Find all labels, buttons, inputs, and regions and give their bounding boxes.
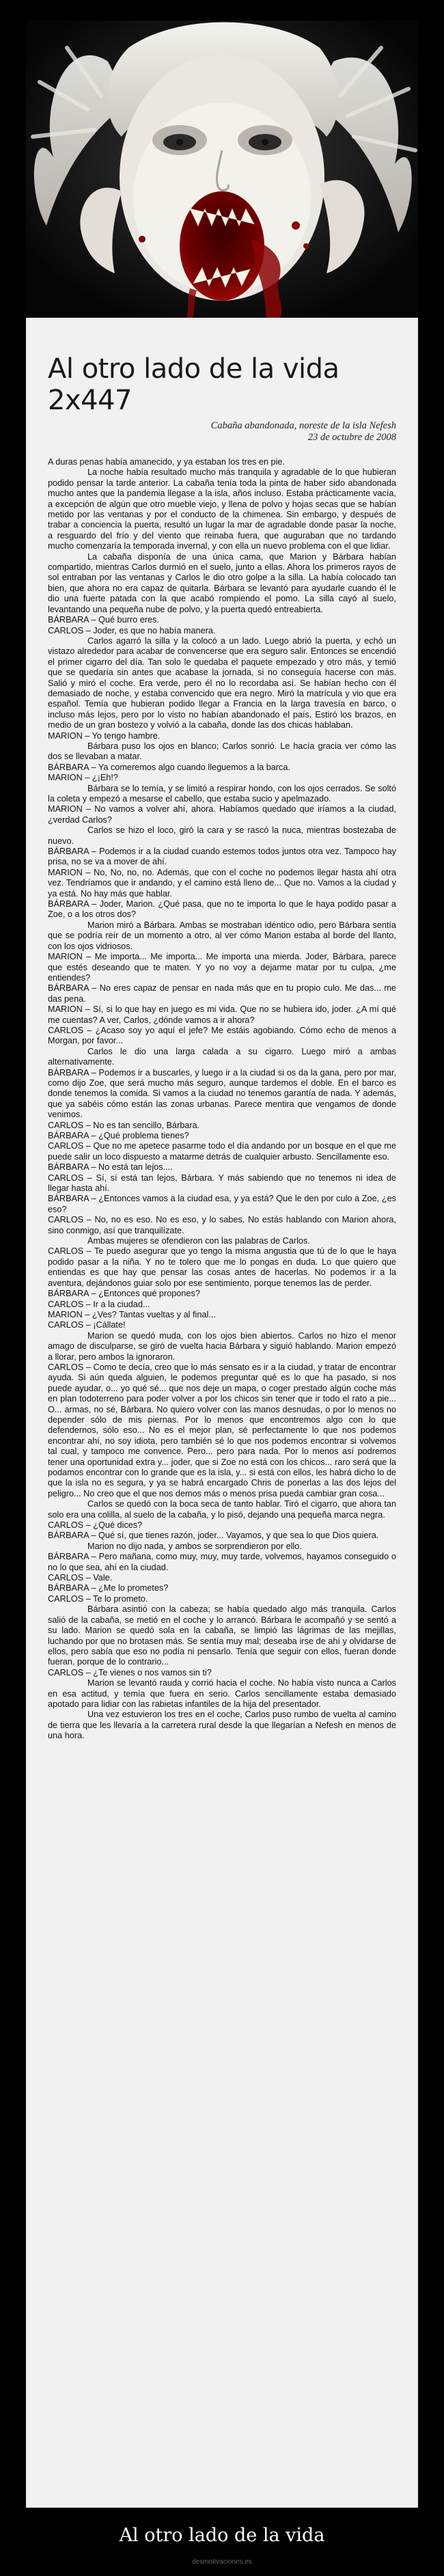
story-paragraph: BÁRBARA – ¿Me lo prometes?: [48, 1583, 169, 1593]
story-paragraph: A duras penas había amanecido, y ya estaban los tres en pie.: [48, 457, 286, 467]
story-paragraph: CARLOS – Ir a la ciudad...: [48, 1299, 150, 1309]
story-paragraph: Bárbara se lo temía, y se limitó a respirar hondo, con los ojos cerrados. Se soltó la coleta y empezó a mesarse el cabello, que estaba sucio y apelmazado.: [48, 783, 396, 804]
story-paragraph: MARION – ¿¡Eh!?: [48, 773, 118, 783]
story-paragraph: CARLOS – ¿Qué dices?: [48, 1520, 143, 1531]
story-paragraph: MARION – Sí, si lo que hay en juego es mi vida. Que no se hubiera ido, joder. ¿A mí qué me cuentas? A ver, Carlos, ¿dónde vamos a ir ahora?: [48, 1004, 396, 1025]
story-body: [48, 457, 396, 1742]
story-paragraph: Marion se quedó muda, con los ojos bien abiertos. Carlos no hizo el menor amago de disculparse, se giró de vuelta hacia Bárbara y siguió hablando. Marion empezó a llorar, pero ambos la ignoraron.: [48, 1330, 396, 1362]
hero-image: [26, 20, 418, 318]
story-paragraph: Marion se levantó rauda y corrió hacia el coche. No había visto nunca a Carlos en esa actitud, y temía que fuera en serio. Carlos sencillamente estaba demasiado apotado para lidiar con las rabietas infantiles de la hija del presentador.: [48, 1678, 396, 1709]
story-paragraph: BÁRBARA – Ya comeremos algo cuando lleguemos a la barca.: [48, 762, 290, 772]
story-paragraph: MARION – Yo tengo hambre.: [48, 730, 161, 741]
story-paragraph: CARLOS – ¡Cállate!: [48, 1320, 126, 1330]
story-paragraph: BÁRBARA – Qué sí, que tienes razón, joder... Vayamos, y que sea lo que Dios quiera.: [48, 1531, 379, 1541]
story-paragraph: CARLOS – Joder, es que no había manera.: [48, 625, 216, 635]
story-paragraph: La noche había resultado mucho más tranquila y agradable de lo que hubieran podido pensar la tarde anterior. La cabaña tenía toda la pinta de haber sido abandonada mucho antes que la pandemia llegase a la isla, años incluso. Estaba prácticamente vacía, a excepción de algún que otro mueble viejo, y llena de polvo y hojas secas que se habían metido por las ventanas y por el conducto de la chimenea. Sin embargo, y después de trabar a conciencia la puerta, resultó un lugar la mar de agradable donde pasar la noche, a resguardo del frío y del viento que reinaba fuera, que auguraban que no tardando mucho comenzaría la temporada invernal, y con ella un nuevo problema con el que lidiar.: [48, 467, 396, 551]
story-paragraph: Ambas mujeres se ofendieron con las palabras de Carlos.: [87, 1236, 310, 1246]
story-paragraph: MARION – No vamos a volver ahí, ahora. Habíamos quedado que iríamos a la ciudad, ¿verdad Carlos?: [48, 804, 396, 825]
story-paragraph: MARION – Me importa... Me importa... Me importa una mierda. Joder, Bárbara, parece que estés deseando que te maten. Y yo no voy a dejarme matar por tu culpa, ¿me entiendes?: [48, 952, 396, 983]
poster-frame: [26, 20, 418, 2508]
site-watermark: desmotivaciones.es: [192, 2558, 252, 2566]
story-paragraph: BÁRBARA – ¿Entonces qué propones?: [48, 1289, 200, 1299]
story-paragraph: BÁRBARA – Qué burro eres.: [48, 615, 159, 625]
story-paragraph: La cabaña disponía de una única cama, que Marion y Bárbara habían compartido, mientras Carlos durmió en el suelo, junto a ellas. Ahora los primeros rayos de sol entraban por las ventanas y Carlos le dio otro golpe a la silla. La había colocado tan bien, que ahora no era capaz de quitarla. Bárbara se levantó para ayudarle cuando él le dio una fuerte patada con la que acabó rompiendo el pomo. La silla cayó al suelo, levantando una pequeña nube de polvo, y la puerta quedó entreabierta.: [48, 551, 396, 614]
poster-caption: Al otro lado de la vida: [119, 2525, 325, 2546]
story-paragraph: Bárbara puso los ojos en blanco; Carlos sonrió. Le hacía gracia ver cómo las dos se llevaban a matar.: [48, 741, 396, 762]
story-paragraph: Carlos le dio una larga calada a su cigarro. Luego miró a ambas alternativamente.: [48, 1046, 396, 1067]
story-paragraph: MARION – No, No, no, no. Además, que con el coche no podemos llegar hasta ahí otra vez. Tendríamos que ir andando, y el camino está lleno de... Que no. Vamos a la ciudad y ya está. No hay más que hablar.: [48, 867, 396, 899]
story-panel: [26, 318, 418, 2508]
story-paragraph: CARLOS – Como te decía, creo que lo más sensato es ir a la ciudad, y tratar de encontrar ayuda. Si aún queda alguien, le podemos preguntar qué es lo que ha pasado, si nos puede ayudar, o... yo qué sé... que nos deje un mapa, o coger prestado algún coche más en plan todoterreno para poder volver a por los chicos sin tener que ir todo el rato a pie... O... armas, no sé, Bárbara. No quiero volver con las manos desnudas, o por lo menos no depender sólo de mis piernas. Por lo menos que encontremos algo con lo que defendernos, sólo eso... No es el mejor plan, sé perfectamente lo que nos podemos encontrar ahí, no soy idiota, pero también sé lo que nos podemos encontrar si volvemos tal cual, y tampoco me convence. Pero... pero para nada. Por lo menos así podremos tener una oportunidad extra y... joder, que si Zoe no está con los chicos... raro será que la podamos encontrar con lo grande que es la isla, y... si está con ellos, les habrá dicho lo de que la isla no es segura, y ya se habrá encargado Chris de ponerlas a las dos lejos del peligro... No creo que el que nos demos más o menos prisa pueda cambiar gran cosa...: [48, 1362, 396, 1498]
story-paragraph: Una vez estuvieron los tres en el coche, Carlos puso rumbo de vuelta al camino de tierra que les llevaría a la carretera rural desde la que llegarían a Nefesh en menos de una hora.: [48, 1710, 396, 1741]
story-paragraph: Marion miró a Bárbara. Ambas se mostraban idéntico odio, pero Bárbara sentía que se podría reír de un momento a otro, al ver cómo Marion estaba al borde del llanto, con los ojos vidriosos.: [48, 920, 396, 951]
story-paragraph: BÁRBARA – Podemos ir a buscarles, y luego ir a la ciudad si os da la gana, pero por mar, como dijo Zoe, que será mucho más seguro, aunque tardemos el doble. En el barco es donde tenemos la comida. Si vamos a la ciudad no tenemos garantía de nada. Y además, que ya sabéis cómo están las zonas urbanas. Parece mentira que vengamos de donde venimos.: [48, 1067, 396, 1120]
date-line: 23 de octubre de 2008: [307, 432, 396, 443]
story-paragraph: CARLOS – Te puedo asegurar que yo tengo la misma angustia que tú de lo que le haya podido pasar a la niña. Y no te tolero que me lo pongas en duda. Lo que quiero que entiendas es que hay que pensar las cosas antes de hacerlas. No podemos ir a la aventura, dejándonos guiar solo por ese sentimiento, porque tenemos las de perder.: [48, 1246, 396, 1288]
story-paragraph: CARLOS – Te lo prometo.: [48, 1593, 148, 1604]
story-paragraph: Bárbara asintió con la cabeza; se había quedado algo más tranquila. Carlos salió de la cabaña, se metió en el coche y lo arrancó. Bárbara le acompañó y se sentó a su lado. Marion se quedó sola en la cabaña, se limpió las lágrimas de las mejillas, luchando por que no brotasen más. Se sentía muy mal; deseaba irse de ahí y olvidarse de ellos, pero sabía que eso no podía ni pensarlo. Tenía que seguir con ellos, fueran donde fueran, porque de lo contrario...: [48, 1604, 396, 1667]
story-paragraph: BÁRBARA – Joder, Marion. ¿Qué pasa, que no te importa lo que le haya podido pasar a Zoe, o a los otros dos?: [48, 899, 396, 920]
story-paragraph: BÁRBARA – ¿Qué problema tienes?: [48, 1131, 189, 1140]
story-paragraph: MARION – ¿Ves? Tantas vueltas y al final...: [48, 1309, 216, 1319]
story-paragraph: CARLOS – Vale.: [48, 1573, 113, 1583]
story-subtitle: [48, 420, 396, 443]
story-paragraph: CARLOS – ¿Te vienes o nos vamos sin ti?: [48, 1667, 212, 1677]
story-paragraph: Carlos agarró la silla y la colocó a un lado. Luego abrió la puerta, y echó un vistazo alrededor para acabar de convencerse que era seguro salir. Entonces se encendió el primer cigarro del día. Tan solo le quedaba el paquete empezado y otro más, y temió que se quedaría sin antes que acabase la jornada, si no conseguía hacerse con más. Salió y miró el coche. Era verde, pero él no lo recordaba así. Se habían hecho con él demasiado de noche, y estaba convencido que era negro. Miró la matrícula y vio que era español. Temía que hubieran podido llegar a Francia en la larga travesía en barco, o incluso más lejos, pero por lo visto no habían abandonado el país. Estiró los brazos, en medio de un gran bostezo y volvió a la cabaña, donde las dos chicas hablaban.: [48, 635, 396, 730]
story-paragraph: BÁRBARA – ¿Entonces vamos a la ciudad esa, y ya está? Que le den por culo a Zoe, ¿es eso?: [48, 1194, 396, 1214]
story-paragraph: CARLOS – No, no es eso. No es eso, y lo sabes. No estás hablando con Marion ahora, sino conmigo, así que tranquilízate.: [48, 1215, 396, 1235]
story-paragraph: BÁRBARA – Podemos ir a la ciudad cuando estemos todos juntos otra vez. Tampoco hay prisa, no se va a mover de ahí.: [48, 847, 396, 867]
story-paragraph: BÁRBARA – No está tan lejos....: [48, 1162, 173, 1173]
story-paragraph: CARLOS – No es tan sencillo, Bárbara.: [48, 1120, 200, 1130]
story-title: Al otro lado de la vida 2x447: [48, 353, 339, 416]
story-paragraph: BÁRBARA – Pero mañana, como muy, muy, muy tarde, volvemos, hayamos conseguido o no lo que sea, ahí en la ciudad.: [48, 1552, 396, 1572]
story-paragraph: CARLOS – Sí, sí está tan lejos, Bárbara. Y más sabiendo que no tenemos ni idea de llegar hasta ahí.: [48, 1173, 396, 1194]
location-line: Cabaña abandonada, noreste de la isla Nefesh: [210, 420, 396, 431]
story-paragraph: Carlos se quedó con la boca seca de tanto hablar. Tiró el cigarro, que ahora tan solo era una colilla, al suelo de la cabaña, y lo pisó, dejando una pequeña marca negra.: [48, 1499, 396, 1520]
story-paragraph: Marion no dijo nada, y ambos se sorprendieron por ello.: [87, 1541, 302, 1551]
story-paragraph: CARLOS – ¿Acaso soy yo aquí el jefe? Me estáis agobiando. Cómo echo de menos a Morgan, por favor...: [48, 1025, 396, 1046]
story-paragraph: BÁRBARA – No eres capaz de pensar en nada más que en tu propio culo. Me das... me das pena.: [48, 983, 396, 1004]
story-paragraph: CARLOS – Que no me apetece pasarme todo el día andando por un bosque en el que me puede salir un loco dispuesto a matarme detrás de cualquier arbusto. Sencillamente eso.: [48, 1141, 396, 1162]
screaming-girl-illustration: [26, 20, 418, 318]
story-paragraph: Carlos se hizo el loco, giró la cara y se rascó la nuca, mientras bostezaba de nuevo.: [48, 825, 396, 846]
